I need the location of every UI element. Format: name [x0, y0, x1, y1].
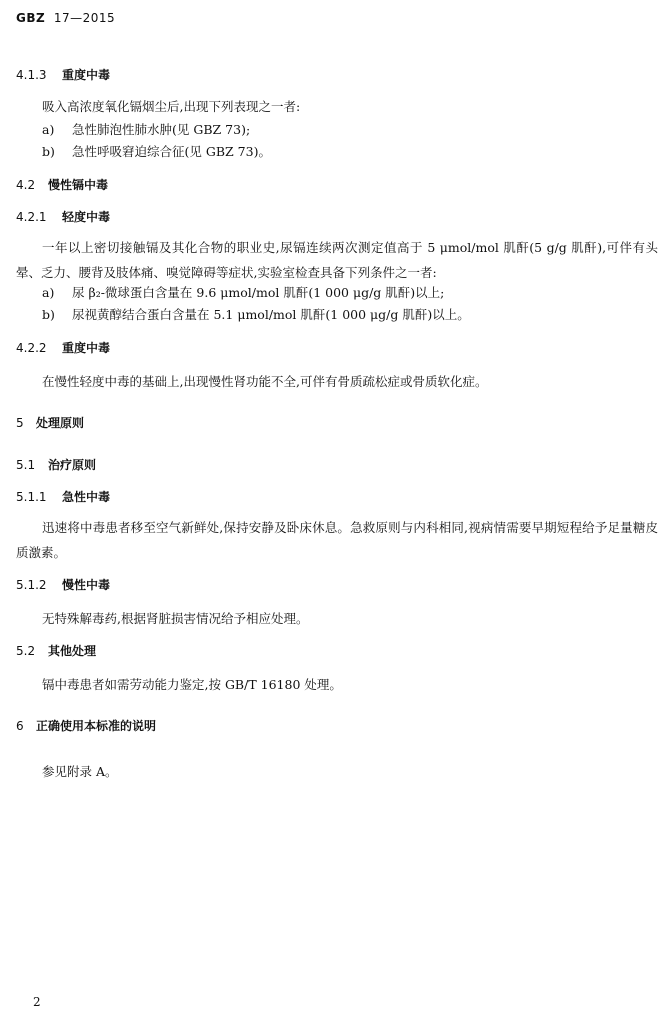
- heading-4-1-3: 4.1.3 重度中毒: [16, 68, 111, 82]
- list-item: a) 尿 β₂-微球蛋白含量在 9.6 μmol/mol 肌酐(1 000 μg/g 肌酐)以上;: [42, 285, 445, 300]
- s512-paragraph: 无特殊解毒药,根据肾脏损害情况给予相应处理。: [42, 611, 309, 626]
- s52-paragraph: 镉中毒患者如需劳动能力鉴定,按 GB/T 16180 处理。: [42, 677, 342, 692]
- heading-4-2: 4.2 慢性镉中毒: [16, 178, 109, 192]
- list-item: a) 急性肺泡性肺水肿(见 GBZ 73);: [42, 122, 251, 137]
- list-item: b) 急性呼吸窘迫综合征(见 GBZ 73)。: [42, 144, 271, 159]
- page-number: 2: [33, 995, 41, 1009]
- s6-paragraph: 参见附录 A。: [42, 764, 118, 779]
- s422-paragraph: 在慢性轻度中毒的基础上,出现慢性肾功能不全,可伴有骨质疏松症或骨质软化症。: [42, 374, 488, 389]
- heading-5-1-1: 5.1.1 急性中毒: [16, 490, 111, 504]
- standard-code: GBZ: [16, 11, 46, 25]
- page-header: [16, 11, 115, 25]
- s421-paragraph: 一年以上密切接触镉及其化合物的职业史,尿镉连续两次测定值高于 5 μmol/mol 肌酐(5 g/g 肌酐),可伴有头晕、乏力、腰背及肢体痛、嗅觉障碍等症状,实验室检查具备下列条件之一者:: [16, 240, 658, 280]
- heading-5-1: 5.1 治疗原则: [16, 458, 97, 472]
- s511-paragraph: 迅速将中毒患者移至空气新鲜处,保持安静及卧床休息。急救原则与内科相同,视病情需要早期短程给予足量糖皮质激素。: [16, 520, 658, 560]
- s413-intro: 吸入高浓度氧化镉烟尘后,出现下列表现之一者:: [42, 99, 301, 114]
- heading-4-2-1: 4.2.1 轻度中毒: [16, 210, 111, 224]
- heading-6: 6 正确使用本标准的说明: [16, 719, 157, 733]
- heading-5: 5 处理原则: [16, 416, 85, 430]
- heading-4-2-2: 4.2.2 重度中毒: [16, 341, 111, 355]
- heading-5-2: 5.2 其他处理: [16, 644, 97, 658]
- standard-number: 17—2015: [53, 11, 116, 25]
- heading-5-1-2: 5.1.2 慢性中毒: [16, 578, 111, 592]
- list-item: b) 尿视黄醇结合蛋白含量在 5.1 μmol/mol 肌酐(1 000 μg/g 肌酐)以上。: [42, 307, 470, 322]
